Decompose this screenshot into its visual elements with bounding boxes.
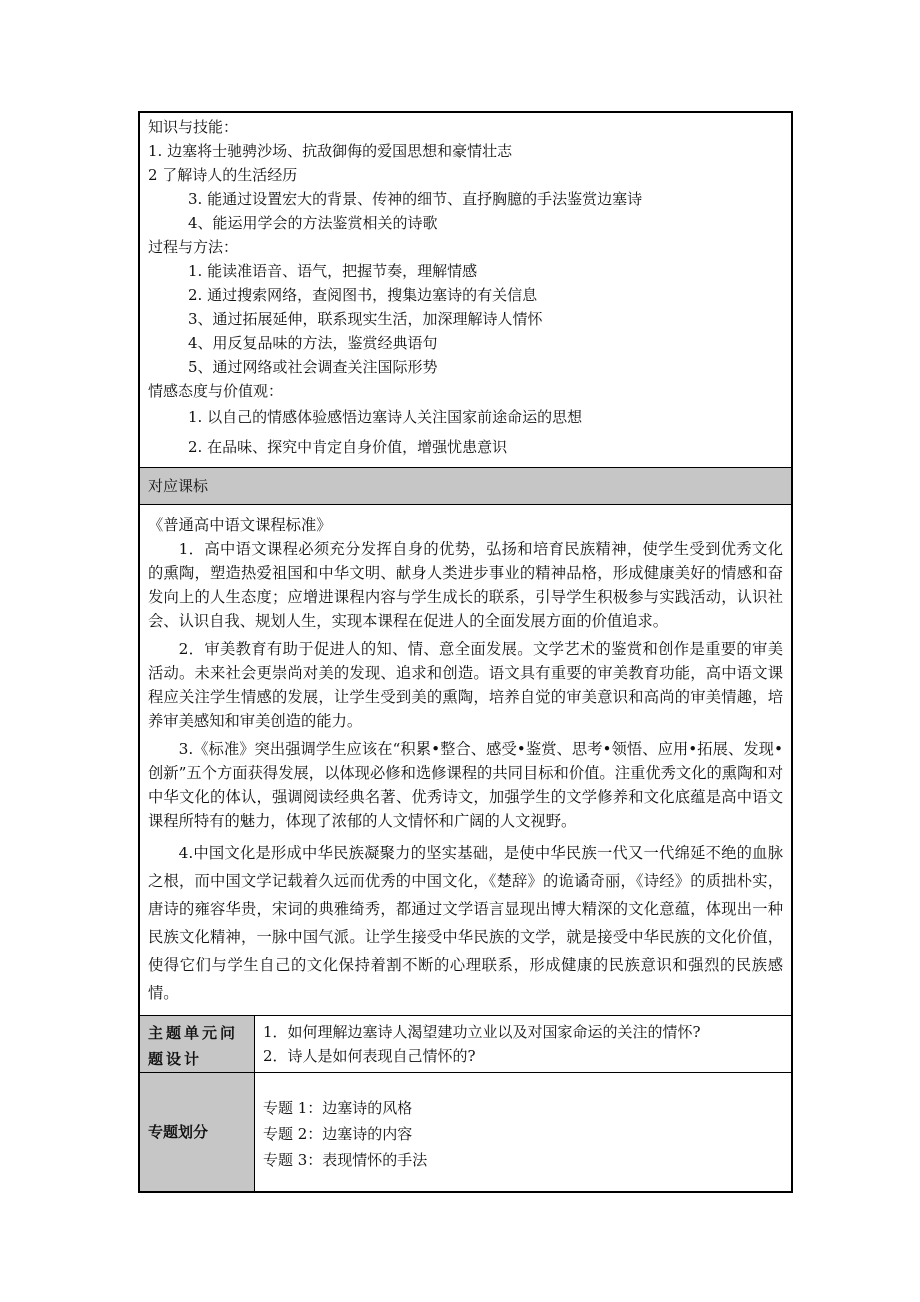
topics-content bbox=[255, 1073, 791, 1191]
process-item: 4、用反复品味的方法，鉴赏经典语句 bbox=[188, 334, 438, 352]
objectives-section bbox=[140, 113, 791, 468]
question-item: 1．如何理解边塞诗人渴望建功立业以及对国家命运的关注的情怀? bbox=[263, 1023, 701, 1041]
process-item: 3、通过拓展延伸，联系现实生活，加深理解诗人情怀 bbox=[188, 310, 543, 328]
knowledge-item: 1. 边塞将士驰骋沙场、抗敌御侮的爱国思想和豪情壮志 bbox=[148, 142, 513, 160]
knowledge-heading: 知识与技能： bbox=[148, 118, 239, 136]
standards-paragraph: 1．高中语文课程必须充分发挥自身的优势，弘扬和培育民族精神，使学生受到优秀文化的熏陶，塑造热爱祖国和中华文明、献身人类进步事业的精神品格，形成健康美好的情感和奋发向上的人生态度；应增进课程内容与学生成长的联系，引导学生积极参与实践活动，认识社会、认识自我、规划人生，实现本课程在促进人的全面发展方面的价值追求。 bbox=[148, 540, 783, 630]
question-item: 2．诗人是如何表现自己情怀的? bbox=[263, 1047, 476, 1065]
topics-label: 专题划分 bbox=[140, 1073, 255, 1191]
standards-paragraph: 3.《标准》突出强调学生应该在“积累•整合、感受•鉴赏、思考•领悟、应用•拓展、发现•创新”五个方面获得发展，以体现必修和选修课程的共同目标和价值。注重优秀文化的熏陶和对中华文化的体认，强调阅读经典名著、优秀诗文，加强学生的文学修养和文化底蕴是高中语文课程所特有的魅力，体现了浓郁的人文情怀和广阔的人文视野。 bbox=[148, 740, 783, 830]
standards-band: 对应课标 bbox=[140, 468, 791, 505]
emotion-item: 2. 在品味、探究中肯定自身价值，增强忧患意识 bbox=[188, 438, 508, 456]
table-frame bbox=[138, 111, 793, 1193]
knowledge-item: 2 了解诗人的生活经历 bbox=[148, 166, 298, 184]
unit-questions-row bbox=[140, 1016, 791, 1073]
lesson-plan-table bbox=[138, 111, 793, 1193]
knowledge-item: 4、能运用学会的方法鉴赏相关的诗歌 bbox=[188, 214, 438, 232]
process-item: 1. 能读准语音、语气，把握节奏，理解情感 bbox=[188, 262, 478, 280]
knowledge-item: 3. 能通过设置宏大的背景、传神的细节、直抒胸臆的手法鉴赏边塞诗 bbox=[188, 190, 643, 208]
standards-title: 《普通高中语文课程标准》 bbox=[148, 516, 332, 534]
standards-section bbox=[140, 505, 791, 1016]
topic-item: 专题 1：边塞诗的风格 bbox=[263, 1099, 413, 1117]
topic-item: 专题 3：表现情怀的手法 bbox=[263, 1151, 428, 1169]
emotion-item: 1. 以自己的情感体验感悟边塞诗人关注国家前途命运的思想 bbox=[188, 408, 583, 426]
unit-questions-content bbox=[255, 1016, 791, 1072]
process-heading: 过程与方法： bbox=[148, 238, 239, 256]
topics-row bbox=[140, 1073, 791, 1191]
standards-paragraph: 4.中国文化是形成中华民族凝聚力的坚实基础，是使中华民族一代又一代绵延不绝的血脉之根，而中国文学记载着久远而优秀的中国文化，《楚辞》的诡谲奇丽，《诗经》的质拙朴实，唐诗的雍容华贵，宋词的典雅绮秀，都通过文学语言显现出博大精深的文化意蕴，体现出一种民族文化精神，一脉中国气派。让学生接受中华民族的文学，就是接受中华民族的文化价值，使得它们与学生自己的文化保持着割不断的心理联系，形成健康的民族意识和强烈的民族感情。 bbox=[148, 844, 783, 1002]
unit-questions-label: 主题单元问题设计 bbox=[140, 1016, 255, 1072]
process-item: 5、通过网络或社会调查关注国际形势 bbox=[188, 358, 438, 376]
process-item: 2. 通过搜索网络，查阅图书，搜集边塞诗的有关信息 bbox=[188, 286, 538, 304]
emotion-heading: 情感态度与价值观： bbox=[148, 382, 284, 400]
standards-paragraph: 2．审美教育有助于促进人的知、情、意全面发展。文学艺术的鉴赏和创作是重要的审美活动。未来社会更崇尚对美的发现、追求和创造。语文具有重要的审美教育功能，高中语文课程应关注学生情感的发展，让学生受到美的熏陶，培养自觉的审美意识和高尚的审美情趣，培养审美感知和审美创造的能力。 bbox=[148, 640, 783, 730]
topic-item: 专题 2：边塞诗的内容 bbox=[263, 1125, 413, 1143]
